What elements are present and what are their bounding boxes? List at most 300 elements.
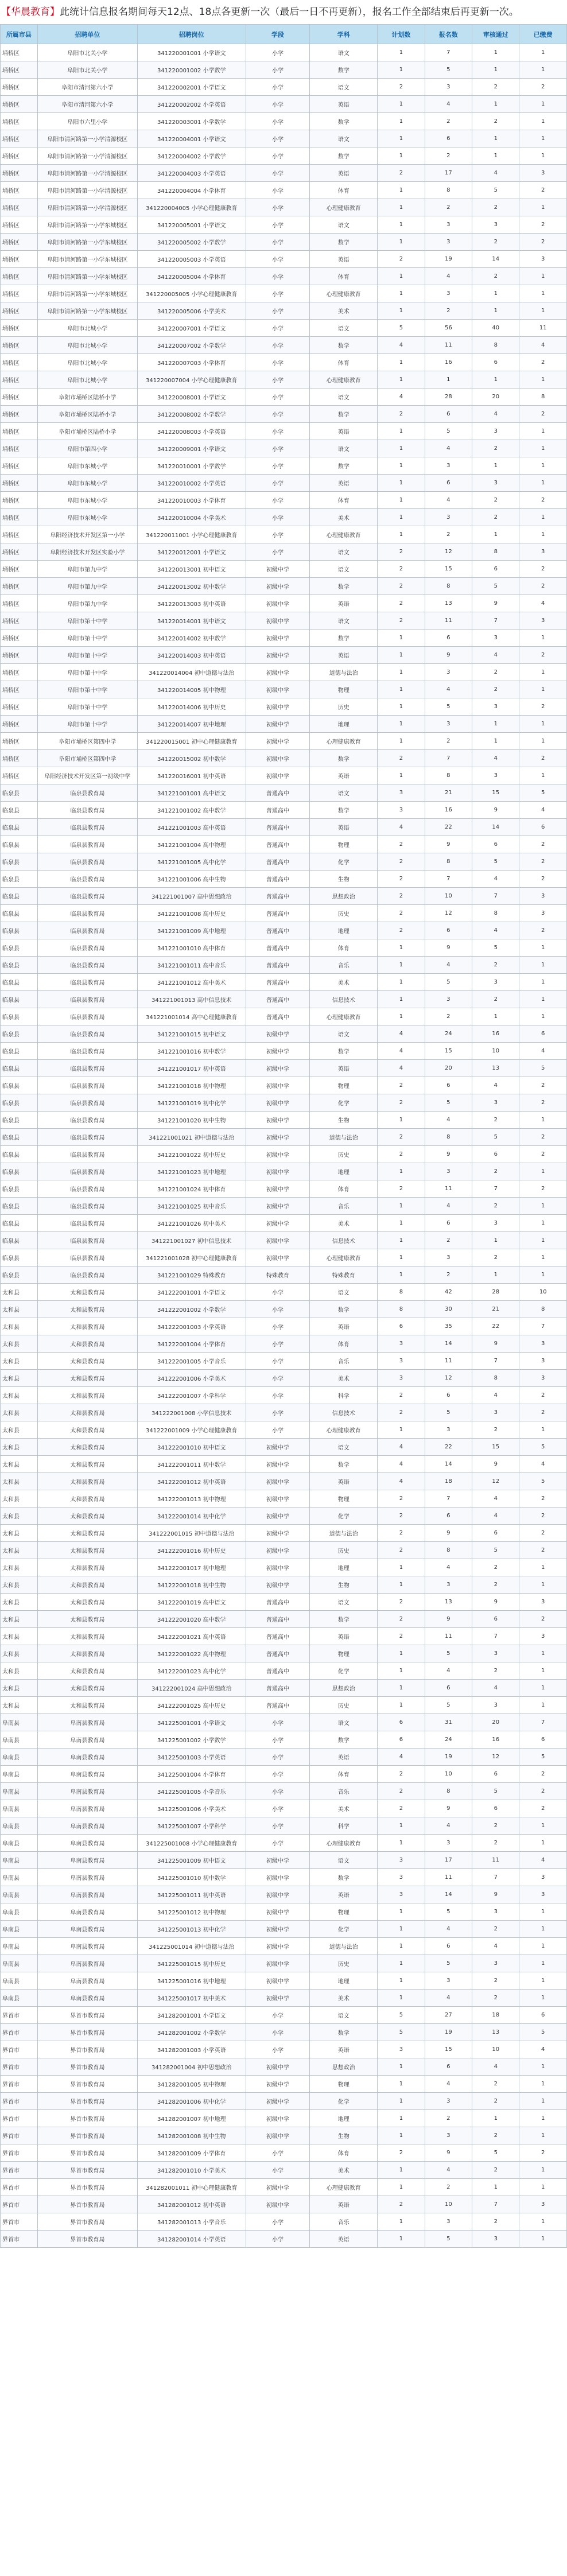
cell-county: 临泉县 xyxy=(1,1112,38,1129)
cell-applied: 7 xyxy=(425,750,472,767)
cell-stage: 小学 xyxy=(246,1800,310,1817)
cell-subject: 英语 xyxy=(310,819,378,836)
cell-subject: 体育 xyxy=(310,492,378,509)
cell-stage: 普通高中 xyxy=(246,922,310,939)
table-header-row xyxy=(1,25,567,44)
cell-county: 阜南县 xyxy=(1,1852,38,1869)
cell-applied: 17 xyxy=(425,1852,472,1869)
cell-plan: 2 xyxy=(378,1146,425,1163)
cell-approved: 1 xyxy=(472,302,519,320)
cell-county: 阜南县 xyxy=(1,1800,38,1817)
cell-unit: 临泉县教育局 xyxy=(37,1008,137,1025)
cell-unit: 阜南县教育局 xyxy=(37,1903,137,1921)
cell-stage: 小学 xyxy=(246,1835,310,1852)
cell-county: 临泉县 xyxy=(1,1094,38,1112)
cell-county: 太和县 xyxy=(1,1680,38,1697)
cell-paid: 3 xyxy=(519,888,567,905)
cell-unit: 临泉县教育局 xyxy=(37,939,137,957)
cell-paid: 1 xyxy=(519,1559,567,1576)
cell-applied: 7 xyxy=(425,1490,472,1507)
cell-plan: 1 xyxy=(378,1232,425,1249)
notice-tag: 【华晨教育】 xyxy=(1,6,60,18)
cell-approved: 6 xyxy=(472,354,519,371)
cell-county: 太和县 xyxy=(1,1421,38,1439)
cell-unit: 阜阳市第九中学 xyxy=(37,595,137,612)
cell-applied: 14 xyxy=(425,1335,472,1353)
cell-position: 341222001020 高中数学 xyxy=(138,1611,246,1628)
cell-plan: 1 xyxy=(378,130,425,147)
cell-paid: 5 xyxy=(519,784,567,802)
cell-position: 341220013002 初中数学 xyxy=(138,578,246,595)
table-row xyxy=(1,1129,567,1146)
cell-stage: 小学 xyxy=(246,79,310,96)
cell-applied: 1 xyxy=(425,371,472,388)
cell-stage: 初级中学 xyxy=(246,1180,310,1198)
cell-applied: 3 xyxy=(425,1576,472,1594)
cell-unit: 临泉县教育局 xyxy=(37,974,137,991)
cell-unit: 临泉县教育局 xyxy=(37,922,137,939)
cell-plan: 1 xyxy=(378,44,425,61)
cell-position: 341220004005 小学心理健康教育 xyxy=(138,199,246,216)
cell-position: 341222001019 高中语文 xyxy=(138,1594,246,1611)
cell-paid: 4 xyxy=(519,802,567,819)
cell-subject: 特殊教育 xyxy=(310,1266,378,1284)
cell-unit: 太和县教育局 xyxy=(37,1318,137,1335)
cell-unit: 临泉县教育局 xyxy=(37,1060,137,1077)
cell-plan: 2 xyxy=(378,1800,425,1817)
table-row xyxy=(1,1439,567,1456)
cell-plan: 4 xyxy=(378,1060,425,1077)
cell-plan: 2 xyxy=(378,79,425,96)
cell-county: 太和县 xyxy=(1,1335,38,1353)
cell-subject: 语文 xyxy=(310,784,378,802)
cell-county: 埇桥区 xyxy=(1,285,38,302)
cell-position: 341225001005 小学音乐 xyxy=(138,1783,246,1800)
table-row xyxy=(1,1662,567,1680)
cell-position: 341221001018 初中物理 xyxy=(138,1077,246,1094)
cell-position: 341222001025 高中历史 xyxy=(138,1697,246,1714)
cell-stage: 初级中学 xyxy=(246,1938,310,1955)
cell-stage: 初级中学 xyxy=(246,561,310,578)
table-row xyxy=(1,1731,567,1749)
cell-paid: 1 xyxy=(519,423,567,440)
cell-stage: 小学 xyxy=(246,1766,310,1783)
cell-plan: 1 xyxy=(378,664,425,681)
cell-unit: 太和县教育局 xyxy=(37,1662,137,1680)
cell-county: 埇桥区 xyxy=(1,492,38,509)
cell-stage: 小学 xyxy=(246,113,310,130)
cell-approved: 12 xyxy=(472,1749,519,1766)
cell-applied: 2 xyxy=(425,1008,472,1025)
cell-county: 阜南县 xyxy=(1,1869,38,1886)
cell-applied: 2 xyxy=(425,733,472,750)
cell-county: 埇桥区 xyxy=(1,234,38,251)
cell-stage: 普通高中 xyxy=(246,819,310,836)
cell-unit: 太和县教育局 xyxy=(37,1473,137,1490)
cell-plan: 2 xyxy=(378,2196,425,2213)
cell-approved: 6 xyxy=(472,1146,519,1163)
cell-approved: 8 xyxy=(472,905,519,922)
cell-stage: 小学 xyxy=(246,147,310,165)
table-row xyxy=(1,750,567,767)
cell-approved: 1 xyxy=(472,526,519,543)
cell-unit: 太和县教育局 xyxy=(37,1542,137,1559)
cell-position: 341220014001 初中语文 xyxy=(138,612,246,630)
cell-applied: 6 xyxy=(425,630,472,647)
cell-position: 341220014003 初中英语 xyxy=(138,647,246,664)
cell-position: 341222001014 初中化学 xyxy=(138,1507,246,1525)
cell-plan: 3 xyxy=(378,802,425,819)
cell-approved: 2 xyxy=(472,957,519,974)
cell-subject: 道德与法治 xyxy=(310,664,378,681)
cell-unit: 阜南县教育局 xyxy=(37,1990,137,2007)
cell-paid: 4 xyxy=(519,1852,567,1869)
cell-paid: 2 xyxy=(519,836,567,853)
table-row xyxy=(1,716,567,733)
cell-stage: 小学 xyxy=(246,388,310,406)
cell-position: 341225001011 初中英语 xyxy=(138,1886,246,1903)
cell-county: 埇桥区 xyxy=(1,440,38,457)
cell-position: 341222001012 初中英语 xyxy=(138,1473,246,1490)
cell-paid: 2 xyxy=(519,853,567,871)
cell-applied: 7 xyxy=(425,871,472,888)
table-row xyxy=(1,1473,567,1490)
cell-paid: 1 xyxy=(519,767,567,784)
cell-county: 临泉县 xyxy=(1,1146,38,1163)
cell-subject: 化学 xyxy=(310,1662,378,1680)
cell-stage: 小学 xyxy=(246,130,310,147)
cell-unit: 阜南县教育局 xyxy=(37,1800,137,1817)
table-row xyxy=(1,1146,567,1163)
cell-stage: 小学 xyxy=(246,543,310,561)
cell-paid: 2 xyxy=(519,1542,567,1559)
table-row xyxy=(1,1766,567,1783)
cell-approved: 21 xyxy=(472,1301,519,1318)
cell-approved: 3 xyxy=(472,1094,519,1112)
cell-plan: 2 xyxy=(378,1525,425,1542)
cell-stage: 小学 xyxy=(246,1370,310,1387)
cell-applied: 9 xyxy=(425,2144,472,2162)
cell-approved: 7 xyxy=(472,1353,519,1370)
cell-county: 临泉县 xyxy=(1,802,38,819)
cell-county: 埇桥区 xyxy=(1,182,38,199)
cell-plan: 1 xyxy=(378,371,425,388)
cell-position: 341225001007 小学科学 xyxy=(138,1817,246,1835)
cell-paid: 2 xyxy=(519,750,567,767)
cell-approved: 4 xyxy=(472,750,519,767)
table-row xyxy=(1,1284,567,1301)
cell-subject: 心理健康教育 xyxy=(310,526,378,543)
cell-stage: 普通高中 xyxy=(246,939,310,957)
cell-subject: 语文 xyxy=(310,543,378,561)
cell-subject: 英语 xyxy=(310,475,378,492)
cell-plan: 2 xyxy=(378,871,425,888)
column-header-approved: 审核通过 xyxy=(472,25,519,44)
cell-subject: 语文 xyxy=(310,44,378,61)
cell-applied: 9 xyxy=(425,647,472,664)
cell-position: 341221001009 高中地理 xyxy=(138,922,246,939)
cell-paid: 1 xyxy=(519,733,567,750)
cell-stage: 小学 xyxy=(246,1387,310,1404)
cell-stage: 小学 xyxy=(246,1318,310,1335)
cell-applied: 3 xyxy=(425,2213,472,2231)
table-row xyxy=(1,1835,567,1852)
cell-approved: 4 xyxy=(472,165,519,182)
cell-position: 341220005004 小学体育 xyxy=(138,268,246,285)
cell-approved: 3 xyxy=(472,216,519,234)
cell-approved: 20 xyxy=(472,1714,519,1731)
cell-stage: 小学 xyxy=(246,302,310,320)
cell-paid: 1 xyxy=(519,113,567,130)
cell-approved: 2 xyxy=(472,268,519,285)
cell-unit: 临泉县教育局 xyxy=(37,836,137,853)
cell-subject: 科学 xyxy=(310,1817,378,1835)
cell-applied: 2 xyxy=(425,1232,472,1249)
table-row xyxy=(1,853,567,871)
cell-applied: 5 xyxy=(425,1903,472,1921)
cell-paid: 10 xyxy=(519,1284,567,1301)
cell-county: 埇桥区 xyxy=(1,509,38,526)
cell-approved: 1 xyxy=(472,96,519,113)
cell-approved: 14 xyxy=(472,819,519,836)
cell-plan: 1 xyxy=(378,1421,425,1439)
cell-plan: 2 xyxy=(378,1387,425,1404)
cell-unit: 临泉县教育局 xyxy=(37,784,137,802)
cell-paid: 1 xyxy=(519,1921,567,1938)
cell-applied: 2 xyxy=(425,2110,472,2127)
cell-unit: 阜南县教育局 xyxy=(37,1938,137,1955)
cell-position: 341220013003 初中英语 xyxy=(138,595,246,612)
cell-applied: 3 xyxy=(425,2127,472,2144)
cell-approved: 4 xyxy=(472,647,519,664)
table-row xyxy=(1,2179,567,2196)
cell-plan: 4 xyxy=(378,819,425,836)
cell-subject: 地理 xyxy=(310,1163,378,1180)
cell-plan: 3 xyxy=(378,1886,425,1903)
cell-applied: 4 xyxy=(425,1198,472,1215)
cell-stage: 普通高中 xyxy=(246,802,310,819)
cell-plan: 2 xyxy=(378,612,425,630)
table-row xyxy=(1,526,567,543)
cell-unit: 阜阳市东城小学 xyxy=(37,509,137,526)
cell-stage: 小学 xyxy=(246,251,310,268)
cell-subject: 数学 xyxy=(310,1611,378,1628)
cell-applied: 6 xyxy=(425,2058,472,2076)
cell-county: 临泉县 xyxy=(1,1129,38,1146)
cell-subject: 美术 xyxy=(310,302,378,320)
cell-paid: 1 xyxy=(519,630,567,647)
cell-stage: 初级中学 xyxy=(246,1490,310,1507)
cell-stage: 小学 xyxy=(246,2041,310,2058)
cell-position: 341225001002 小学数学 xyxy=(138,1731,246,1749)
cell-subject: 数学 xyxy=(310,578,378,595)
cell-applied: 4 xyxy=(425,1112,472,1129)
cell-applied: 6 xyxy=(425,1938,472,1955)
cell-applied: 16 xyxy=(425,354,472,371)
cell-subject: 历史 xyxy=(310,1955,378,1972)
cell-position: 341222001001 小学语文 xyxy=(138,1284,246,1301)
column-header-paid: 已缴费 xyxy=(519,25,567,44)
cell-applied: 10 xyxy=(425,1766,472,1783)
table-row xyxy=(1,871,567,888)
cell-plan: 1 xyxy=(378,1817,425,1835)
cell-applied: 3 xyxy=(425,716,472,733)
cell-paid: 3 xyxy=(519,1886,567,1903)
cell-paid: 1 xyxy=(519,1817,567,1835)
cell-unit: 阜阳经济技术开发区第一小学 xyxy=(37,526,137,543)
cell-position: 341220008002 小学数学 xyxy=(138,406,246,423)
cell-paid: 2 xyxy=(519,1800,567,1817)
cell-plan: 3 xyxy=(378,1869,425,1886)
cell-unit: 阜阳市第九中学 xyxy=(37,578,137,595)
cell-plan: 1 xyxy=(378,1559,425,1576)
cell-unit: 临泉县教育局 xyxy=(37,1163,137,1180)
cell-position: 341220010002 小学英语 xyxy=(138,475,246,492)
cell-county: 太和县 xyxy=(1,1628,38,1645)
cell-approved: 1 xyxy=(472,1232,519,1249)
cell-county: 太和县 xyxy=(1,1404,38,1421)
cell-subject: 历史 xyxy=(310,905,378,922)
cell-paid: 1 xyxy=(519,2076,567,2093)
table-row xyxy=(1,2058,567,2076)
cell-plan: 1 xyxy=(378,733,425,750)
cell-approved: 12 xyxy=(472,1473,519,1490)
cell-approved: 2 xyxy=(472,440,519,457)
cell-county: 太和县 xyxy=(1,1542,38,1559)
cell-plan: 1 xyxy=(378,1576,425,1594)
cell-position: 341225001001 小学语文 xyxy=(138,1714,246,1731)
cell-stage: 初级中学 xyxy=(246,2058,310,2076)
cell-applied: 5 xyxy=(425,61,472,79)
cell-subject: 化学 xyxy=(310,1507,378,1525)
cell-stage: 小学 xyxy=(246,440,310,457)
cell-county: 太和县 xyxy=(1,1318,38,1335)
cell-approved: 15 xyxy=(472,1439,519,1456)
table-row xyxy=(1,1697,567,1714)
notice-bar xyxy=(0,0,567,24)
cell-position: 341220005003 小学英语 xyxy=(138,251,246,268)
table-row xyxy=(1,1060,567,1077)
cell-paid: 2 xyxy=(519,354,567,371)
cell-plan: 5 xyxy=(378,320,425,337)
column-header-stage: 学段 xyxy=(246,25,310,44)
cell-unit: 阜阳市北城小学 xyxy=(37,371,137,388)
cell-position: 341220014006 初中历史 xyxy=(138,698,246,716)
cell-position: 341221001011 高中音乐 xyxy=(138,957,246,974)
cell-subject: 美术 xyxy=(310,2162,378,2179)
cell-unit: 太和县教育局 xyxy=(37,1697,137,1714)
cell-applied: 6 xyxy=(425,475,472,492)
cell-position: 341222001015 初中道德与法治 xyxy=(138,1525,246,1542)
cell-plan: 1 xyxy=(378,1903,425,1921)
table-row xyxy=(1,113,567,130)
cell-unit: 临泉县教育局 xyxy=(37,819,137,836)
cell-subject: 数学 xyxy=(310,802,378,819)
cell-stage: 初级中学 xyxy=(246,1112,310,1129)
cell-paid: 1 xyxy=(519,2058,567,2076)
cell-stage: 普通高中 xyxy=(246,888,310,905)
cell-approved: 3 xyxy=(472,1955,519,1972)
cell-stage: 小学 xyxy=(246,457,310,475)
cell-paid: 2 xyxy=(519,922,567,939)
cell-subject: 物理 xyxy=(310,1077,378,1094)
cell-subject: 美术 xyxy=(310,1370,378,1387)
cell-county: 阜南县 xyxy=(1,1731,38,1749)
cell-subject: 道德与法治 xyxy=(310,1129,378,1146)
table-row xyxy=(1,354,567,371)
cell-stage: 初级中学 xyxy=(246,1025,310,1043)
cell-stage: 小学 xyxy=(246,2024,310,2041)
cell-approved: 2 xyxy=(472,234,519,251)
cell-plan: 1 xyxy=(378,234,425,251)
cell-position: 341225001004 小学体育 xyxy=(138,1766,246,1783)
cell-paid: 1 xyxy=(519,1835,567,1852)
cell-subject: 历史 xyxy=(310,1146,378,1163)
cell-applied: 13 xyxy=(425,1594,472,1611)
cell-paid: 1 xyxy=(519,1112,567,1129)
table-row xyxy=(1,1025,567,1043)
cell-unit: 阜阳市清河第六小学 xyxy=(37,96,137,113)
cell-approved: 6 xyxy=(472,836,519,853)
cell-approved: 3 xyxy=(472,698,519,716)
cell-position: 341225001010 初中数学 xyxy=(138,1869,246,1886)
cell-stage: 初级中学 xyxy=(246,595,310,612)
cell-unit: 阜阳市第十中学 xyxy=(37,716,137,733)
cell-subject: 地理 xyxy=(310,2110,378,2127)
table-row xyxy=(1,1507,567,1525)
table-row xyxy=(1,1215,567,1232)
table-row xyxy=(1,1852,567,1869)
table-row xyxy=(1,388,567,406)
cell-plan: 1 xyxy=(378,2093,425,2110)
cell-unit: 太和县教育局 xyxy=(37,1576,137,1594)
cell-plan: 4 xyxy=(378,1025,425,1043)
table-row xyxy=(1,1180,567,1198)
cell-approved: 4 xyxy=(472,406,519,423)
cell-county: 埇桥区 xyxy=(1,681,38,698)
cell-applied: 22 xyxy=(425,1439,472,1456)
cell-county: 阜南县 xyxy=(1,1972,38,1990)
cell-plan: 2 xyxy=(378,595,425,612)
cell-position: 341221001019 初中化学 xyxy=(138,1094,246,1112)
cell-approved: 4 xyxy=(472,1938,519,1955)
cell-subject: 语文 xyxy=(310,216,378,234)
cell-applied: 11 xyxy=(425,1628,472,1645)
table-row xyxy=(1,1886,567,1903)
cell-plan: 4 xyxy=(378,388,425,406)
cell-applied: 2 xyxy=(425,1266,472,1284)
table-row xyxy=(1,1387,567,1404)
cell-paid: 1 xyxy=(519,457,567,475)
cell-applied: 3 xyxy=(425,2093,472,2110)
cell-county: 埇桥区 xyxy=(1,561,38,578)
cell-county: 临泉县 xyxy=(1,1215,38,1232)
cell-county: 临泉县 xyxy=(1,1163,38,1180)
cell-unit: 太和县教育局 xyxy=(37,1284,137,1301)
cell-county: 太和县 xyxy=(1,1284,38,1301)
cell-subject: 英语 xyxy=(310,1628,378,1645)
cell-position: 341282001010 小学美术 xyxy=(138,2162,246,2179)
cell-unit: 阜南县教育局 xyxy=(37,1852,137,1869)
cell-plan: 1 xyxy=(378,681,425,698)
cell-plan: 1 xyxy=(378,1198,425,1215)
table-row xyxy=(1,1404,567,1421)
cell-position: 341220010004 小学美术 xyxy=(138,509,246,526)
cell-applied: 11 xyxy=(425,1180,472,1198)
cell-paid: 1 xyxy=(519,1249,567,1266)
cell-approved: 2 xyxy=(472,79,519,96)
cell-stage: 初级中学 xyxy=(246,1094,310,1112)
